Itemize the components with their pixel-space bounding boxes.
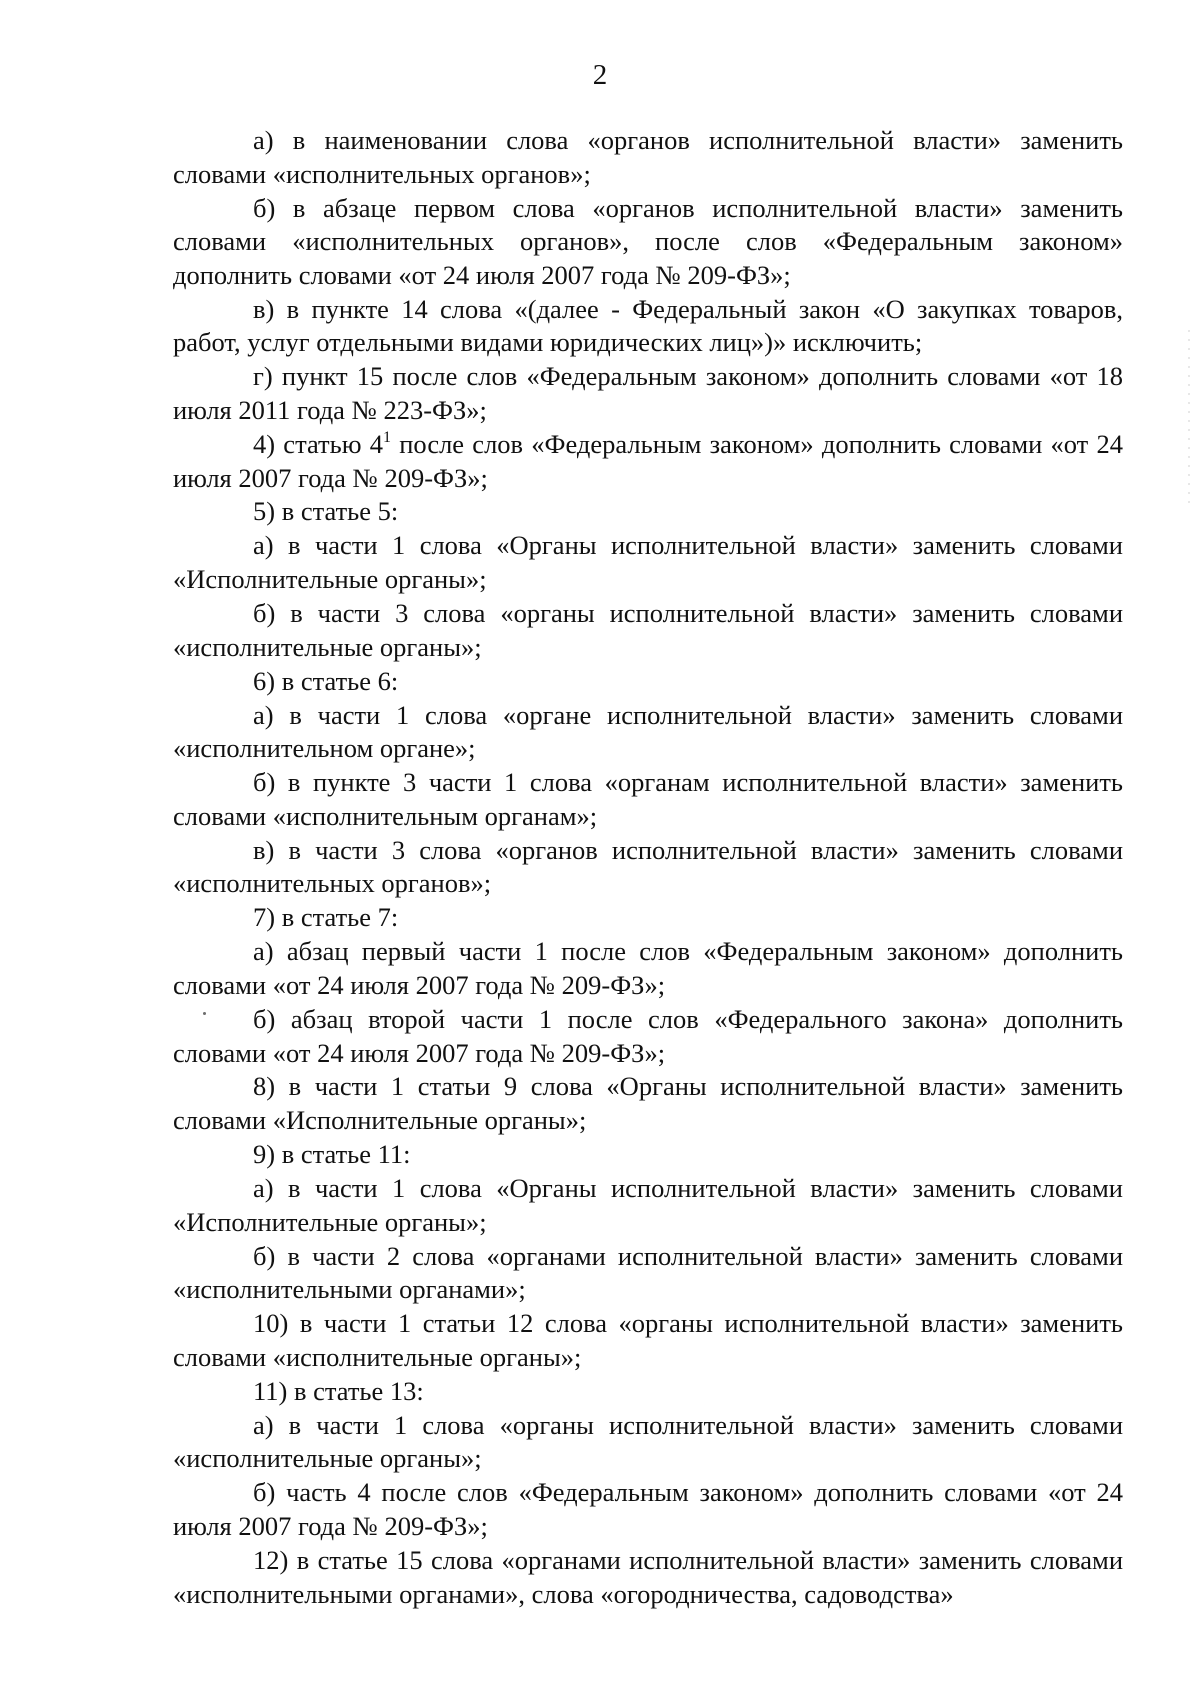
- paragraph-5b-chast-3: б) в части 3 слова «органы исполнительной власти» заменить словами «исполнительные органы»;: [173, 598, 1123, 662]
- document-body: [173, 124, 1123, 1611]
- paragraph-4-statya-4-1: [173, 428, 1123, 495]
- paragraph-6a-chast-1: а) в части 1 слова «органе исполнительной власти» заменить словами «исполнительном органе»;: [173, 699, 1123, 764]
- paragraph-9b-chast-2: б) в части 2 слова «органами исполнительной власти» заменить словами «исполнительными органами»;: [173, 1240, 1123, 1305]
- paragraph-a-naimenovanie: а) в наименовании слова «органов исполнительной власти» заменить словами «исполнительных органов»;: [173, 125, 1123, 189]
- paragraph-4-text-after-superscript: после слов «Федеральным законом» дополнить словами «от 24 июля 2007 года № 209-ФЗ»;: [173, 428, 1123, 493]
- scan-edge-marks: [1188, 330, 1190, 510]
- paragraph-6-statya-6: 6) в статье 6:: [253, 665, 399, 696]
- paragraph-7b-abzac-vtoroi: б) абзац второй части 1 после слов «Федерального закона» дополнить словами «от 24 июля 2007 года № 209-ФЗ»;: [173, 1003, 1123, 1068]
- paragraph-7a-abzac-pervyi: а) абзац первый части 1 после слов «Федеральным законом» дополнить словами «от 24 июля 2007 года № 209-ФЗ»;: [173, 936, 1123, 1000]
- paragraph-5-statya-5: 5) в статье 5:: [253, 496, 399, 527]
- scan-speck: [203, 1012, 206, 1015]
- paragraph-10-statya-12: 10) в части 1 статьи 12 слова «органы исполнительной власти» заменить словами «исполнительные органы»;: [173, 1308, 1123, 1372]
- paragraph-7-statya-7: 7) в статье 7:: [253, 902, 399, 933]
- paragraph-b-abzac-pervyi: б) в абзаце первом слова «органов исполнительной власти» заменить словами «исполнительных органов», после слов «Федеральным законом» дополнить словами «от 24 июля 2007 года № 209-ФЗ»;: [173, 192, 1123, 290]
- paragraph-v-punkt-14: в) в пункте 14 слова «(далее - Федеральный закон «О закупках товаров, работ, услуг отдельными видами юридических лиц»)» исключить;: [173, 293, 1123, 358]
- paragraph-g-punkt-15: г) пункт 15 после слов «Федеральным законом» дополнить словами «от 18 июля 2011 года № 223-ФЗ»;: [173, 361, 1123, 425]
- paragraph-12-statya-15: 12) в статье 15 слова «органами исполнительной власти» заменить словами «исполнительными органами», слова «огородничества, садоводства»: [173, 1544, 1123, 1609]
- paragraph-4-text-before-superscript: 4) статью 4: [253, 428, 383, 459]
- paragraph-9a-chast-1: а) в части 1 слова «Органы исполнительной власти» заменить словами «Исполнительные органы»;: [173, 1173, 1123, 1237]
- paragraph-6b-punkt-3: б) в пункте 3 части 1 слова «органам исполнительной власти» заменить словами «исполнительным органам»;: [173, 767, 1123, 831]
- paragraph-8-statya-9: 8) в части 1 статьи 9 слова «Органы исполнительной власти» заменить словами «Исполнительные органы»;: [173, 1071, 1123, 1136]
- paragraph-9-statya-11: 9) в статье 11:: [253, 1139, 411, 1170]
- paragraph-11-statya-13: 11) в статье 13:: [253, 1375, 424, 1406]
- page-number: 2: [592, 59, 608, 91]
- paragraph-11b-chast-4: б) часть 4 после слов «Федеральным законом» дополнить словами «от 24 июля 2007 года № 209-ФЗ»;: [173, 1477, 1123, 1541]
- article-superscript: 1: [383, 428, 391, 446]
- paragraph-11a-chast-1: а) в части 1 слова «органы исполнительной власти» заменить словами «исполнительные органы»;: [173, 1409, 1123, 1474]
- paragraph-6v-chast-3: в) в части 3 слова «органов исполнительной власти» заменить словами «исполнительных органов»;: [173, 834, 1123, 899]
- paragraph-5a-chast-1: а) в части 1 слова «Органы исполнительной власти» заменить словами «Исполнительные органы»;: [173, 530, 1123, 595]
